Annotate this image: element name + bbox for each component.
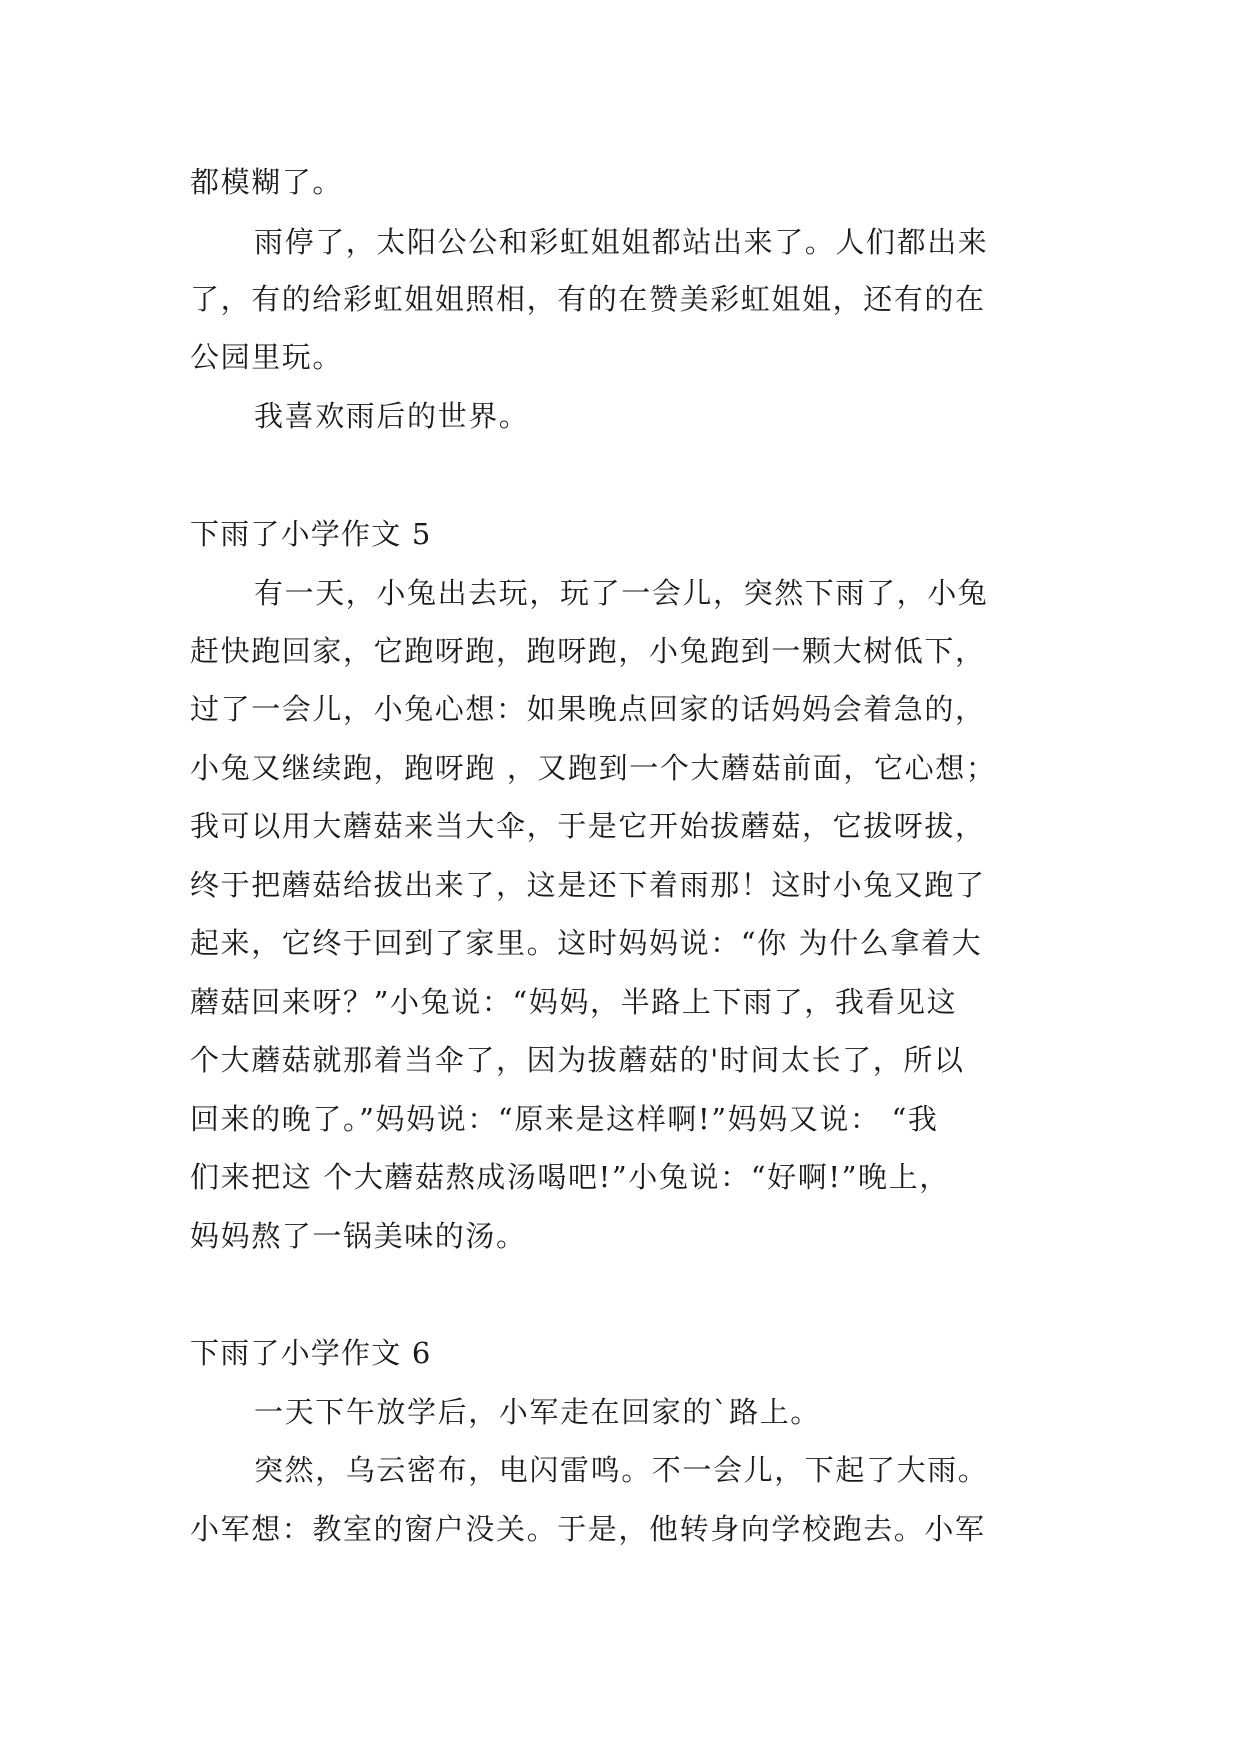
paragraph-line: 终于把蘑菇给拔出来了，这是还下着雨那！这时小兔又跑了 bbox=[190, 868, 986, 902]
paragraph-line: 个大蘑菇就那着当伞了，因为拔蘑菇的'时间太长了，所以 bbox=[190, 1043, 965, 1077]
paragraph-line: 过了一会儿，小兔心想：如果晚点回家的话妈妈会着急的， bbox=[190, 692, 986, 726]
paragraph-line: 我可以用大蘑菇来当大伞，于是它开始拔蘑菇，它拔呀拔， bbox=[190, 809, 986, 843]
paragraph-line: 赶快跑回家，它跑呀跑，跑呀跑，小兔跑到一颗大树低下， bbox=[190, 634, 986, 668]
paragraph-line: 一天下午放学后，小军走在回家的`路上。 bbox=[254, 1395, 821, 1429]
paragraph-line: 我喜欢雨后的世界。 bbox=[254, 399, 530, 433]
paragraph-line: 妈妈熬了一锅美味的汤。 bbox=[190, 1219, 527, 1253]
paragraph-line: 突然，乌云密布，电闪雷鸣。不一会儿，下起了大雨。 bbox=[254, 1453, 989, 1487]
section-heading: 下雨了小学作文 6 bbox=[190, 1336, 432, 1370]
paragraph-line: 们来把这 个大蘑菇熬成汤喝吧!”小兔说：“好啊!”晚上， bbox=[190, 1160, 950, 1194]
paragraph-line: 小军想：教室的窗户没关。于是，他转身向学校跑去。小军 bbox=[190, 1512, 986, 1546]
paragraph-line: 起来，它终于回到了家里。这时妈妈说：“你 为什么拿着大 bbox=[190, 926, 983, 960]
paragraph-line: 回来的晚了。”妈妈说：“原来是这样啊!”妈妈又说： “我 bbox=[190, 1102, 939, 1136]
paragraph-line: 蘑菇回来呀？”小兔说：“妈妈，半路上下雨了，我看见这 bbox=[190, 985, 958, 1019]
paragraph-line: 雨停了，太阳公公和彩虹姐姐都站出来了。人们都出来 bbox=[254, 225, 989, 259]
paragraph-line: 都模糊了。 bbox=[190, 165, 344, 199]
paragraph-line: 了，有的给彩虹姐姐照相，有的在赞美彩虹姐姐，还有的在 bbox=[190, 282, 986, 316]
paragraph-line: 有一天，小兔出去玩，玩了一会儿，突然下雨了，小兔 bbox=[254, 576, 989, 610]
paragraph-line: 公园里玩。 bbox=[190, 340, 344, 374]
section-heading: 下雨了小学作文 5 bbox=[190, 517, 432, 551]
paragraph-line: 小兔又继续跑，跑呀跑 ，又跑到一个大蘑菇前面，它心想； bbox=[190, 751, 997, 785]
